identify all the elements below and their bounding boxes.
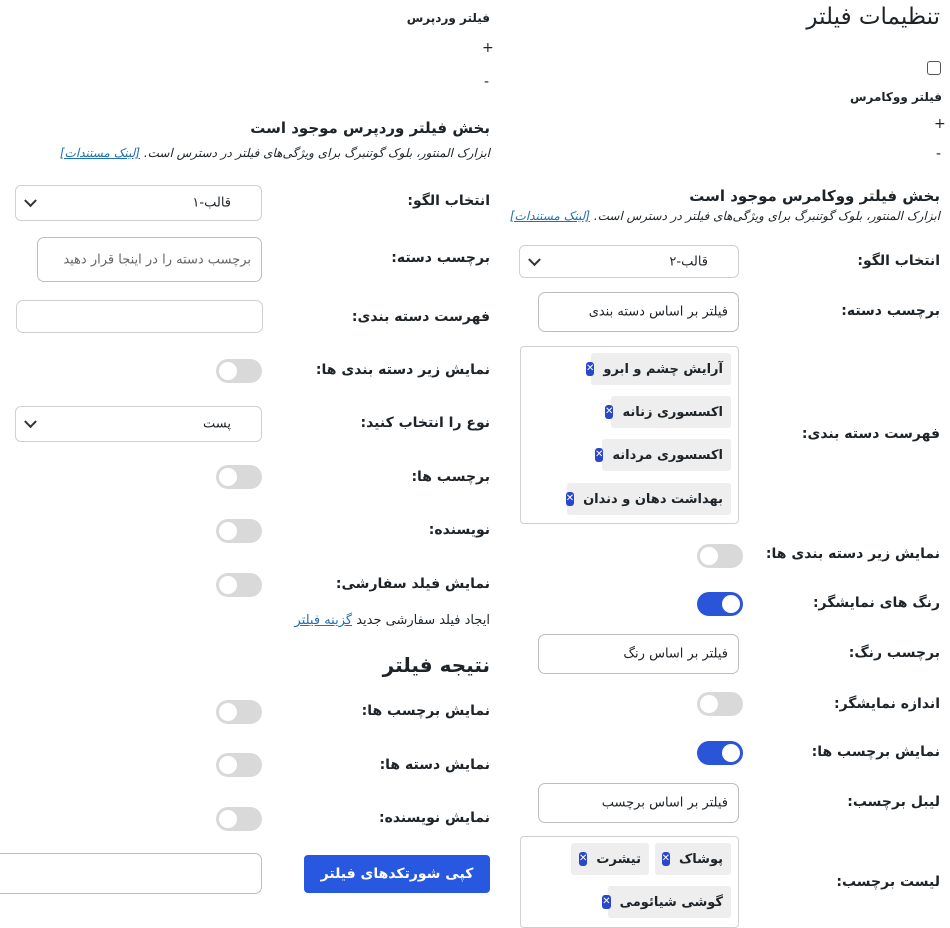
chevron-down-icon (24, 194, 37, 207)
category-tag[interactable] (586, 353, 731, 385)
wp-template-label: انتخاب الگو: (407, 193, 490, 209)
category-tag-label: اکسسوری مردانه (612, 447, 723, 463)
woo-template-label: انتخاب الگو: (857, 253, 940, 269)
woocommerce-section-description (510, 209, 940, 223)
collapse-icon[interactable]: - (936, 146, 942, 162)
wordpress-filter-heading: فیلتر وردپرس (406, 11, 490, 25)
wp-type-select[interactable] (15, 406, 262, 442)
category-tag[interactable] (595, 439, 731, 471)
filter-option-link[interactable]: گزینه فیلتر (294, 613, 353, 628)
product-tag-label: پوشاک (678, 851, 723, 867)
wp-custom-field-label: نمایش فیلد سفارشی: (335, 576, 490, 592)
copy-shortcodes-button[interactable]: کپی شورتکدهای فیلتر (304, 855, 490, 893)
wp-show-subcategories-toggle[interactable] (216, 359, 262, 383)
page-title: تنظیمات فیلتر (806, 4, 940, 30)
result-show-categories-label: نمایش دسته ها: (379, 757, 490, 773)
chevron-down-icon (24, 415, 37, 428)
wp-type-label: نوع را انتخاب کنید: (360, 415, 490, 431)
woocommerce-filter-heading: فیلتر ووکامرس (849, 90, 942, 104)
wp-template-select[interactable] (15, 185, 262, 221)
wp-category-label-placeholder: برچسب دسته را در اینجا قرار دهید (63, 252, 251, 267)
woo-tag-label-value: فیلتر بر اساس برچسب (601, 795, 728, 811)
wordpress-doc-link[interactable]: [لینک مستندات] (59, 146, 140, 160)
wp-category-label-label: برچسب دسته: (391, 250, 490, 266)
woo-tag-label-label: لیبل برچسب: (847, 794, 940, 810)
expand-icon[interactable]: + (482, 40, 494, 56)
woocommerce-section-title: بخش فیلتر ووکامرس موجود است (689, 187, 940, 205)
wp-show-subcategories-label: نمایش زیر دسته بندی ها: (315, 362, 490, 378)
category-tag-label: بهداشت دهان و دندان (583, 491, 723, 507)
woo-show-subcategories-label: نمایش زیر دسته بندی ها: (765, 546, 940, 562)
result-title: نتیجه فیلتر (382, 653, 490, 677)
woo-tag-list-label: لیست برچسب: (836, 874, 940, 890)
remove-icon[interactable]: ✕ (605, 406, 614, 417)
wp-category-list-label: فهرست دسته بندی: (351, 309, 490, 325)
description-text: ابزارک المنتور، بلوک گوتنبرگ برای ویژگی‌های فیلتر در دسترس است. (143, 146, 490, 160)
wp-type-value: پست (203, 416, 231, 432)
remove-icon[interactable]: ✕ (661, 853, 670, 864)
wp-author-label: نویسنده: (428, 522, 490, 538)
woo-show-subcategories-toggle[interactable] (697, 544, 743, 568)
woocommerce-filter-checkbox[interactable] (927, 61, 941, 75)
wordpress-section-description (60, 146, 490, 160)
remove-icon[interactable]: ✕ (579, 853, 588, 864)
remove-icon[interactable]: ✕ (595, 449, 604, 460)
category-tag[interactable] (605, 396, 731, 428)
wp-tags-toggle[interactable] (216, 465, 262, 489)
expand-icon[interactable]: + (934, 116, 946, 132)
category-tag[interactable] (567, 483, 731, 515)
wp-template-value: قالب-۱ (192, 195, 231, 211)
wp-custom-field-hint (295, 613, 490, 628)
result-show-tags-toggle[interactable] (216, 700, 262, 724)
woo-show-tags-label: نمایش برچسب ها: (811, 744, 940, 760)
product-tag[interactable] (602, 886, 731, 918)
wp-tags-label: برچسب ها: (411, 469, 490, 485)
woo-category-list-label: فهرست دسته بندی: (801, 426, 940, 442)
shortcode-output-field[interactable] (0, 853, 262, 894)
woo-show-tags-toggle[interactable] (697, 741, 743, 765)
woo-color-label-input[interactable] (538, 634, 739, 674)
woo-indicator-size-label: اندازه نمایشگر: (834, 696, 940, 712)
custom-field-hint-text: ایجاد فیلد سفارشی جدید (356, 613, 490, 628)
result-show-categories-toggle[interactable] (216, 753, 262, 777)
product-tag-label: گوشی شیائومی (619, 894, 723, 910)
woo-indicator-colors-label: رنگ های نمایشگر: (812, 595, 940, 611)
category-tag-label: آرایش چشم و ابرو (603, 361, 723, 377)
wp-author-toggle[interactable] (216, 519, 262, 543)
woo-template-select[interactable] (519, 245, 739, 278)
result-show-author-label: نمایش نویسنده: (378, 810, 490, 826)
description-text: ابزارک المنتور، بلوک گوتنبرگ برای ویژگی‌های فیلتر در دسترس است. (593, 209, 940, 223)
wordpress-section-title: بخش فیلتر وردپرس موجود است (250, 119, 490, 137)
woo-category-label-value: فیلتر بر اساس دسته بندی (588, 304, 728, 320)
woo-template-value: قالب-۲ (669, 254, 708, 269)
wp-category-list-input[interactable] (16, 300, 263, 333)
category-tag-label: اکسسوری زنانه (622, 404, 723, 420)
remove-icon[interactable]: ✕ (586, 363, 595, 374)
woo-indicator-size-toggle[interactable] (697, 692, 743, 716)
woo-indicator-colors-toggle[interactable] (697, 592, 743, 616)
woo-tag-label-input[interactable] (538, 783, 739, 823)
wp-category-label-input[interactable] (37, 237, 262, 282)
remove-icon[interactable]: ✕ (565, 493, 575, 504)
product-tag[interactable] (571, 843, 649, 875)
woo-category-label-label: برچسب دسته: (841, 303, 940, 319)
result-show-tags-label: نمایش برچسب ها: (361, 703, 490, 719)
result-show-author-toggle[interactable] (216, 807, 262, 831)
woo-color-label-value: فیلتر بر اساس رنگ (623, 646, 728, 662)
wp-custom-field-toggle[interactable] (216, 573, 262, 597)
product-tag[interactable] (655, 843, 731, 875)
remove-icon[interactable]: ✕ (602, 896, 611, 907)
woocommerce-doc-link[interactable]: [لینک مستندات] (509, 209, 590, 223)
chevron-down-icon (528, 253, 541, 266)
woo-category-label-input[interactable] (538, 292, 739, 332)
woo-color-label-label: برچسب رنگ: (848, 645, 940, 661)
collapse-icon[interactable]: - (484, 74, 490, 90)
product-tag-label: تیشرت (596, 851, 641, 867)
